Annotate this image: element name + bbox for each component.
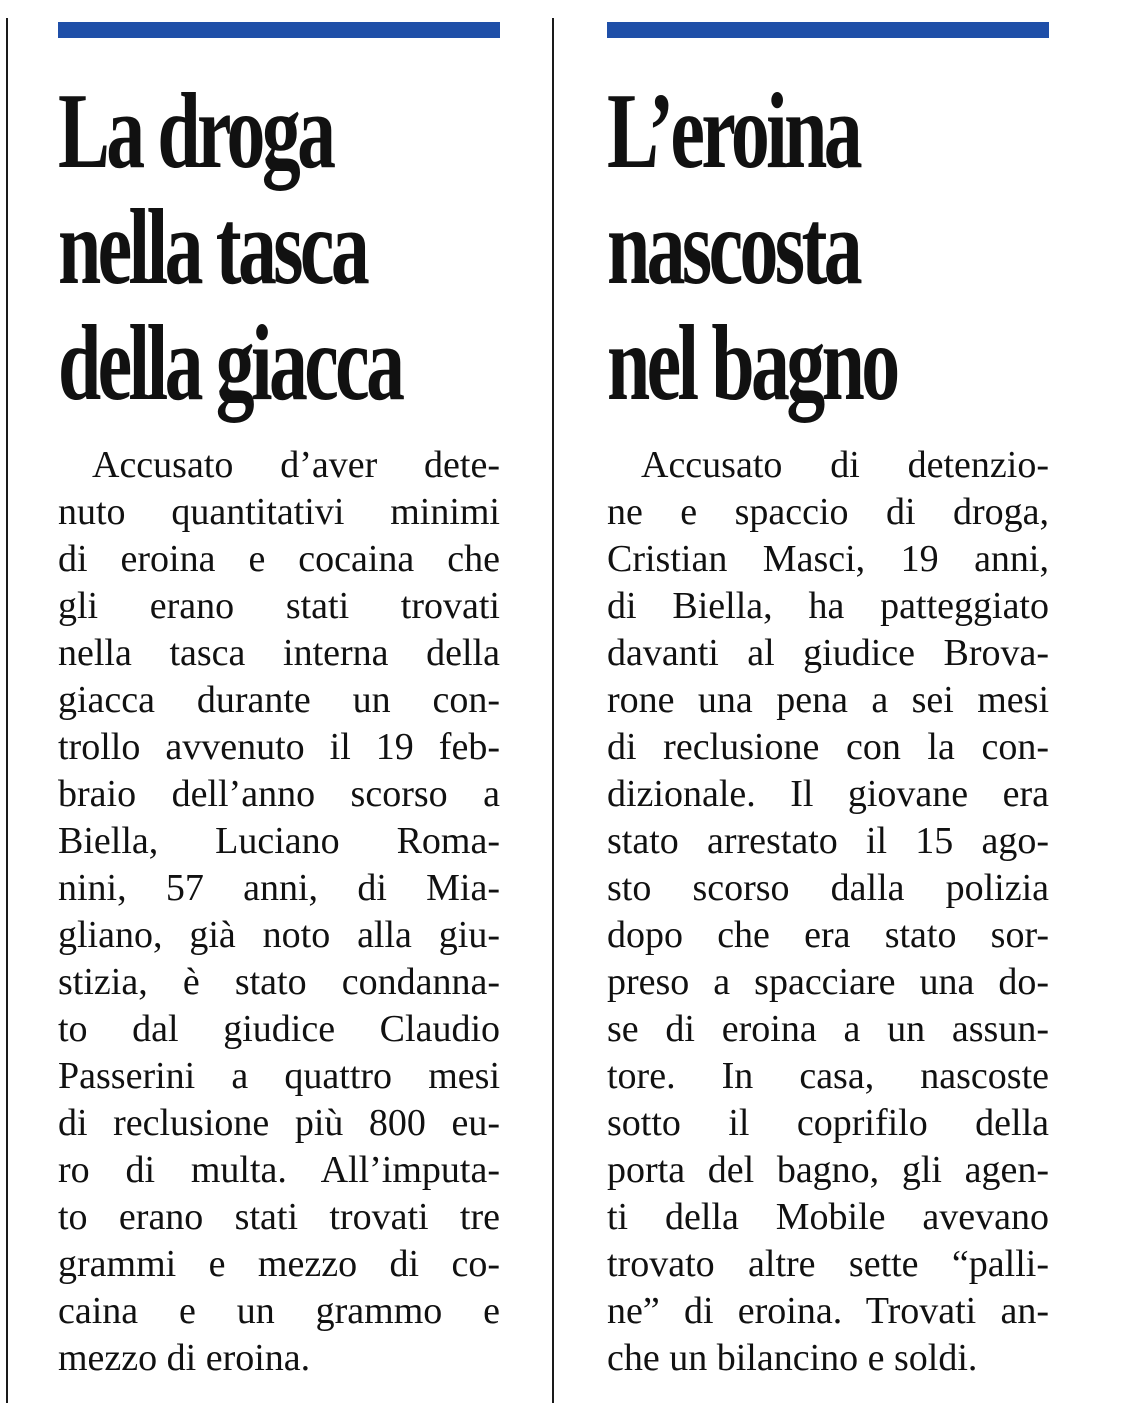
headline-line: nella tasca (58, 188, 367, 307)
article-accent-bar (58, 22, 500, 38)
body-line: di eroina e cocaina che (58, 538, 500, 580)
body-line: to dal giudice Claudio (58, 1008, 500, 1050)
body-line: giacca durante un con- (58, 679, 500, 721)
body-line: di reclusione con la con- (607, 726, 1049, 768)
body-line: davanti al giudice Brova- (607, 632, 1049, 674)
body-line: Passerini a quattro mesi (58, 1055, 500, 1097)
body-line: Accusato di detenzio- (641, 444, 1049, 486)
body-line: nini, 57 anni, di Mia- (58, 867, 500, 909)
article-body (58, 442, 500, 1382)
left-column-rule (6, 18, 8, 1403)
article-headline (58, 74, 504, 422)
body-line: Accusato d’aver dete- (92, 444, 500, 486)
middle-column-rule (552, 18, 554, 1403)
body-line: ro di multa. All’imputa- (58, 1149, 500, 1191)
article-body (607, 442, 1049, 1382)
body-line: preso a spacciare una do- (607, 961, 1049, 1003)
body-line: nella tasca interna della (58, 632, 500, 674)
headline-line: della giacca (58, 304, 402, 423)
body-line: rone una pena a sei mesi (607, 679, 1049, 721)
body-line: ne e spaccio di droga, (607, 491, 1049, 533)
body-line: nuto quantitativi minimi (58, 491, 500, 533)
article-accent-bar (607, 22, 1049, 38)
headline-line: L’eroina (607, 72, 860, 191)
article-eroina-bagno (607, 22, 1049, 1379)
body-line: mezzo di eroina. (58, 1337, 311, 1379)
body-line: sto scorso dalla polizia (607, 867, 1049, 909)
article-droga-giacca (58, 22, 500, 1379)
body-line: to erano stati trovati tre (58, 1196, 500, 1238)
body-line: che un bilancino e soldi. (607, 1337, 978, 1379)
body-line: caina e un grammo e (58, 1290, 500, 1332)
body-line: grammi e mezzo di co- (58, 1243, 500, 1285)
body-line: se di eroina a un assun- (607, 1008, 1049, 1050)
body-line: braio dell’anno scorso a (58, 773, 500, 815)
body-line: di Biella, ha patteggiato (607, 585, 1049, 627)
body-line: ti della Mobile avevano (607, 1196, 1049, 1238)
body-line: trollo avvenuto il 19 feb- (58, 726, 500, 768)
headline-line: La droga (58, 72, 333, 191)
headline-line: nel bagno (607, 304, 897, 423)
body-line: stato arrestato il 15 ago- (607, 820, 1049, 862)
body-line: dizionale. Il giovane era (607, 773, 1049, 815)
body-line: porta del bagno, gli agen- (607, 1149, 1049, 1191)
body-line: trovato altre sette “palli- (607, 1243, 1049, 1285)
body-line: di reclusione più 800 eu- (58, 1102, 500, 1144)
body-line: tore. In casa, nascoste (607, 1055, 1049, 1097)
body-line: ne” di eroina. Trovati an- (607, 1290, 1049, 1332)
body-line: dopo che era stato sor- (607, 914, 1049, 956)
article-headline (607, 74, 1053, 422)
body-line: Cristian Masci, 19 anni, (607, 538, 1049, 580)
body-line: stizia, è stato condanna- (58, 961, 500, 1003)
body-line: gli erano stati trovati (58, 585, 500, 627)
headline-line: nascosta (607, 188, 860, 307)
body-line: gliano, già noto alla giu- (58, 914, 500, 956)
body-line: sotto il coprifilo della (607, 1102, 1049, 1144)
body-line: Biella, Luciano Roma- (58, 820, 500, 862)
